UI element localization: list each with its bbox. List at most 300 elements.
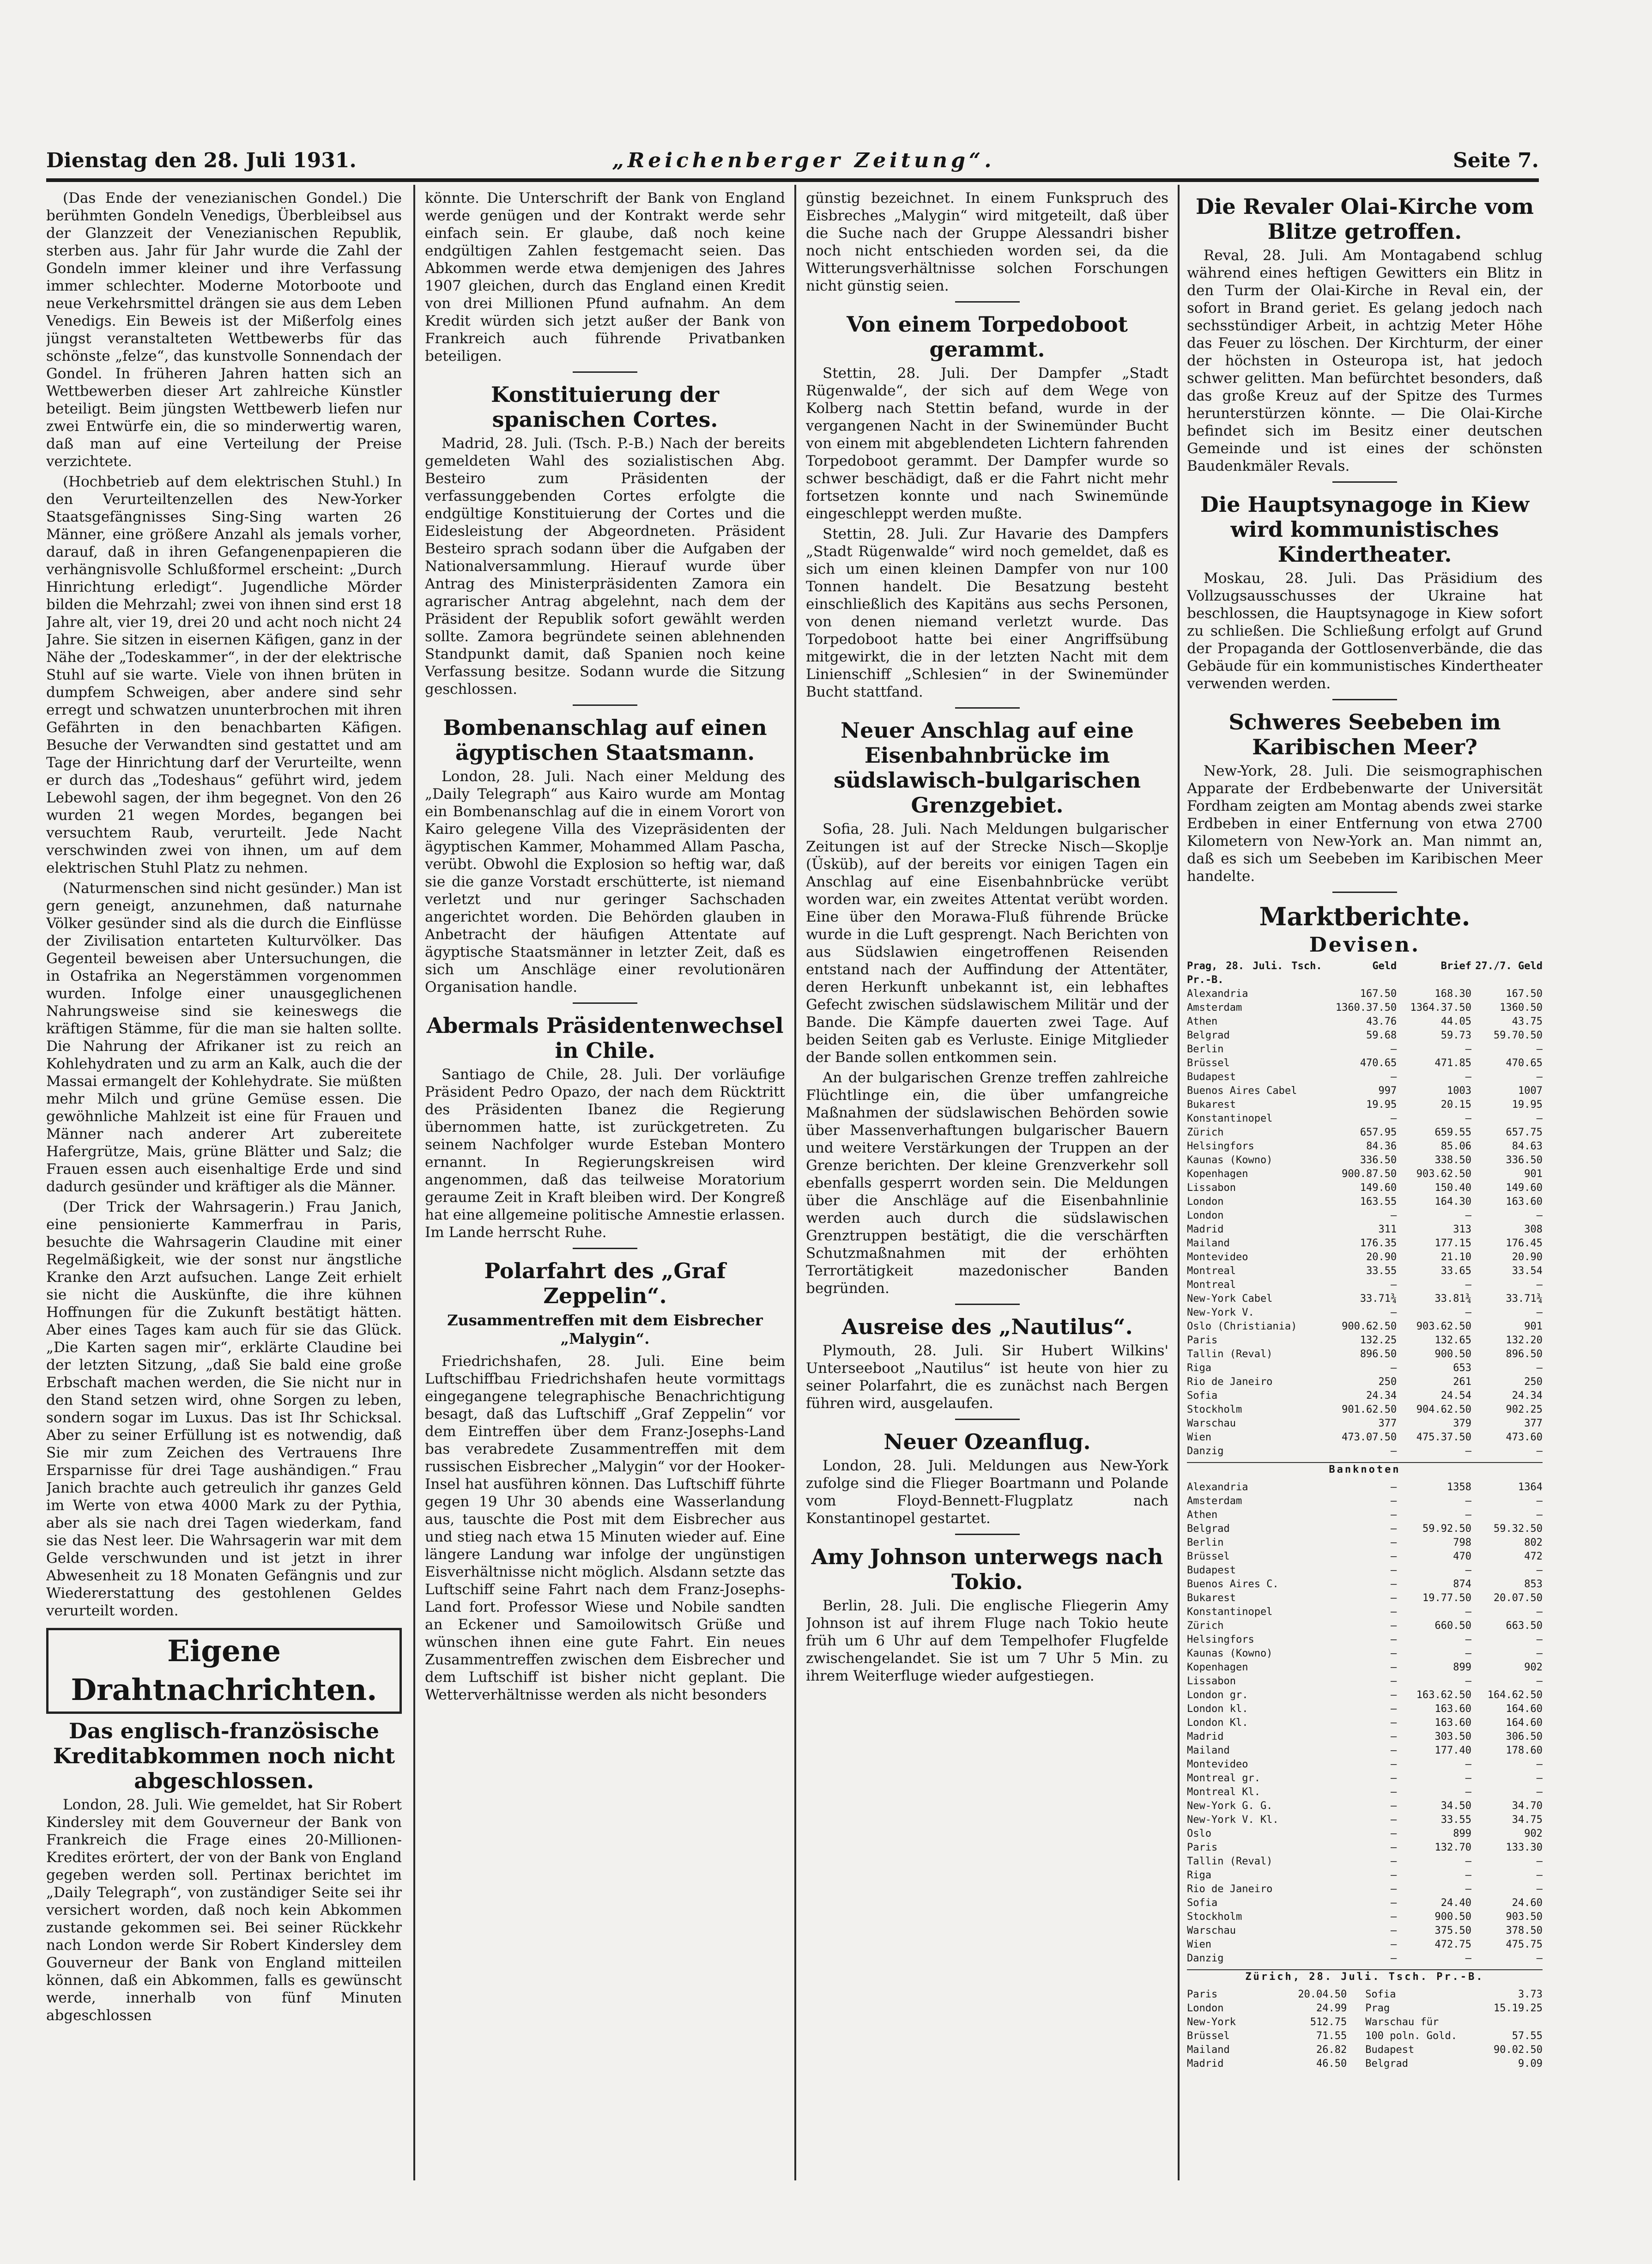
table-cell: Wien (1187, 1939, 1211, 1950)
table-cell: 20.15 (1440, 1099, 1471, 1111)
table-cell: 472.75 (1434, 1939, 1471, 1950)
table-cell: 33.55 (1366, 1265, 1397, 1277)
table-cell: Belgrad (1365, 2058, 1408, 2070)
table-cell: — (1391, 1800, 1397, 1812)
table-cell: 164.30 (1434, 1196, 1471, 1208)
table-cell: 24.60 (1512, 1897, 1543, 1909)
table-cell: 33.54 (1512, 1265, 1543, 1277)
table-cell: Riga (1187, 1869, 1211, 1881)
table-cell: 149.60 (1506, 1182, 1543, 1194)
devisen-title: Devisen. (1309, 933, 1421, 957)
table-cell: — (1391, 1856, 1397, 1867)
table-row (1187, 1578, 1543, 1591)
zurich-rows (1187, 1988, 1543, 2071)
table-cell: 657.75 (1506, 1127, 1543, 1138)
table-cell: — (1536, 1772, 1543, 1784)
table-cell: Athen (1187, 1016, 1218, 1027)
headline-cortes: Konstituierung der spanischen Cortes. (490, 382, 720, 432)
table-cell: 379 (1453, 1418, 1471, 1429)
article-olai-kirche: Reval, 28. Juli. Am Montagabend schlug während eines heftigen Gewitters ein Blitz in den Turm der Olai-Kirche in Reval ein, der sofort in Brand geriet. Es gelang jedoch nach sechsstündiger Arbeit, in achtzig Meter Höhe das Feuer zu löschen. Der Kirchturm, der einer der höchsten in Osteuropa ist, hat jedoch schwer gelitten. Man befürchtet besonders, daß das große Kreuz auf der Spitze des Turmes herunterstürzen könnte. — Die Olai-Kirche befindet sich im Besitz einer deutschen Gemeinde und ist eines der schönsten Baudenkmäler Revals. (1187, 247, 1543, 474)
table-cell: 34.50 (1440, 1800, 1471, 1812)
table-cell: — (1391, 1745, 1397, 1756)
table-cell: 176.45 (1506, 1238, 1543, 1249)
table-row (1187, 2029, 1543, 2043)
column-4 (1187, 189, 1543, 2185)
table-row (1187, 1536, 1543, 1550)
table-cell: 167.50 (1360, 988, 1397, 1000)
article-zeppelin: Friedrichshafen, 28. Juli. Eine beim Luftschiffbau Friedrichshafen heute vormittags eingegangene telegraphische Benachrichtigung besagt, daß das Luftschiff „Graf Zeppelin“ vor dem Eintreffen über dem Franz-Josephs-Land bas verabredete Zusammentreffen mit dem russischen Eisbrecher „Malygin“ vor der Hooker-Insel hat ausführen können. Das Luftschiff führte gegen 19 Uhr 30 abends eine Wasserlandung aus, tauschte die Post mit dem Eisbrecher aus und stieg nach etwa 15 Minuten wieder auf. Eine längere Landung war infolge der ungünstigen Eisverhältnisse nicht möglich. Alsdann setzte das Luftschiff seine Fahrt nach dem Franz-Josephs-Land fort. Professor Wiese und Nobile sandten an Eckener und Samoilowitsch Grüße und wünschen ihnen eine gute Fahrt. Ein neues Zusammentreffen zwischen dem Eisbrecher und dem Luftschiff ist bisher nicht geplant. Die Wetterverhältnisse werden als nicht besonders (425, 1353, 785, 1703)
table-cell: 250 (1378, 1376, 1397, 1388)
table-cell: Riga (1187, 1362, 1211, 1374)
table-cell: — (1391, 1772, 1397, 1784)
table-cell: — (1391, 1814, 1397, 1826)
table-row (1187, 1098, 1543, 1112)
table-cell: Kaunas (Kowno) (1187, 1154, 1273, 1166)
table-cell: 46.50 (1316, 2058, 1347, 2070)
table-cell: 163.60 (1434, 1703, 1471, 1715)
table-cell: — (1465, 1279, 1471, 1291)
table-cell: 71.55 (1316, 2030, 1347, 2042)
market-table (1187, 959, 1543, 2071)
table-cell: Kaunas (Kowno) (1187, 1648, 1273, 1659)
table-cell: — (1465, 1565, 1471, 1576)
table-row (1187, 1633, 1543, 1647)
table-cell: — (1391, 1883, 1397, 1895)
table-cell: Belgrad (1187, 1523, 1230, 1535)
table-cell: 132.20 (1506, 1335, 1543, 1346)
column-rule-1 (413, 185, 415, 2180)
table-cell: — (1536, 1495, 1543, 1507)
table-cell: 899 (1453, 1662, 1471, 1673)
table-row (1187, 1264, 1543, 1278)
table-row (1187, 1417, 1543, 1431)
table-cell: Montevideo (1187, 1759, 1248, 1770)
separator (1332, 481, 1397, 483)
table-row (1187, 1675, 1543, 1688)
table-cell: New-York V. Kl. (1187, 1814, 1279, 1826)
table-cell: 24.34 (1366, 1390, 1397, 1402)
table-cell: 20.90 (1366, 1251, 1397, 1263)
separator (955, 1534, 1020, 1535)
table-cell: New-York V. (1187, 1307, 1254, 1318)
table-cell: Madrid (1187, 1224, 1224, 1235)
subheadline-zeppelin: Zusammentreffen mit dem Eisbrecher „Malygin“. (447, 1311, 763, 1347)
table-cell: Mailand (1187, 1238, 1230, 1249)
header-rule (46, 178, 1539, 182)
article-chile: Santiago de Chile, 28. Juli. Der vorläufige Präsident Pedro Opazo, der nach dem Rücktritt des Präsidenten Ibanez die Regierung übernommen hatte, ist zurückgetreten. Zu seinem Nachfolger wurde Esteban Montero ernannt. In Regierungskreisen wird angenommen, daß das teilweise Moratorium geraume Zeit in Kraft bleiben wird. Der Kongreß hat eine allgemeine politische Amnestie erlassen. Im Lande herrscht Ruhe. (425, 1066, 785, 1241)
table-row (1187, 1278, 1543, 1292)
table-row (1187, 1334, 1543, 1347)
table-cell: 33.71¾ (1360, 1293, 1397, 1305)
table-row (1187, 2057, 1543, 2071)
table-cell: 59.92.50 (1422, 1523, 1471, 1535)
table-cell: — (1536, 1565, 1543, 1576)
table-cell: 338.50 (1434, 1154, 1471, 1166)
table-cell: 84.63 (1512, 1141, 1543, 1152)
table-cell: — (1536, 1675, 1543, 1687)
separator (955, 1304, 1020, 1305)
table-cell: 308 (1524, 1224, 1543, 1235)
table-cell: 132.70 (1434, 1842, 1471, 1853)
table-cell: 177.40 (1434, 1745, 1471, 1756)
table-cell: Alexandria (1187, 1481, 1248, 1493)
table-cell: 24.54 (1440, 1390, 1471, 1402)
table-cell: 475.75 (1506, 1939, 1543, 1950)
article-eisenbahnbruecke-1: Sofia, 28. Juli. Nach Meldungen bulgarischer Zeitungen ist auf der Strecke Nisch—Skoplje (Üsküb), auf der bereits vor einigen Tagen ein Anschlag auf eine Eisenbahnbrücke verübt worden war, ein zweites Attentat verübt worden. Eine über den Morawa-Fluß führende Brücke wurde in die Luft gesprengt. Nach Berichten von aus Südslawien eingetroffenen Reisenden entstand nach der Auffindung der Attentäter, deren Herkunft unbekannt ist, ein lebhaftes Gefecht zwischen südslawischem Militär und der Bande. Die Kämpfe dauerten zwei Tage. Auf beiden Seiten gab es Verluste. Einige Mitglieder der Bande sollen entkommen sein. (806, 821, 1168, 1066)
table-row (1187, 1591, 1543, 1605)
table-row (1187, 1056, 1543, 1070)
table-cell: Montreal gr. (1187, 1772, 1260, 1784)
table-cell: — (1391, 1509, 1397, 1521)
table-row (1187, 1702, 1543, 1716)
table-cell: — (1536, 1856, 1543, 1867)
table-cell: — (1465, 1071, 1471, 1083)
table-cell: Lissabon (1187, 1675, 1236, 1687)
table-row (1187, 1688, 1543, 1702)
table-cell: 149.60 (1360, 1182, 1397, 1194)
table-row (1187, 1730, 1543, 1744)
table-cell: — (1465, 1509, 1471, 1521)
table-cell: 19.95 (1366, 1099, 1397, 1111)
table-head-source: Prag, 28. Juli. Tsch. Pr.-B. (1187, 960, 1322, 986)
column-rule-2 (794, 185, 796, 2180)
table-cell: Helsingfors (1187, 1141, 1254, 1152)
headline-olai-kirche: Die Revaler Olai-Kirche vom Blitze getroffen. (1195, 194, 1534, 244)
table-cell: — (1391, 1620, 1397, 1632)
table-cell: Rio de Janeiro (1187, 1376, 1273, 1388)
table-row (1187, 1550, 1543, 1564)
table-cell: 34.75 (1512, 1814, 1543, 1826)
table-cell: Budapest (1187, 1071, 1236, 1083)
table-cell: 44.05 (1440, 1016, 1471, 1027)
table-row (1187, 1661, 1543, 1675)
table-cell: — (1536, 1648, 1543, 1659)
table-cell: — (1391, 1939, 1397, 1950)
table-cell: New-York (1187, 2016, 1236, 2028)
table-cell: 1360.37.50 (1335, 1002, 1397, 1014)
table-cell: — (1465, 1606, 1471, 1618)
table-cell: 902 (1524, 1662, 1543, 1673)
table-row (1187, 1167, 1543, 1181)
banknoten-rows (1187, 1481, 1543, 1966)
table-cell: 473.60 (1506, 1432, 1543, 1443)
table-cell: 336.50 (1506, 1154, 1543, 1166)
table-cell: 167.50 (1506, 988, 1543, 1000)
table-row (1187, 2015, 1543, 2029)
headline-ozeanflug: Neuer Ozeanflug. (883, 1429, 1091, 1454)
table-row (1187, 1772, 1543, 1785)
table-cell: Montreal Kl. (1187, 1786, 1260, 1798)
table-cell: Konstantinopel (1187, 1606, 1273, 1618)
table-cell: Helsingfors (1187, 1634, 1254, 1645)
table-cell: — (1536, 1044, 1543, 1055)
separator (573, 1248, 637, 1249)
table-row (1187, 1647, 1543, 1661)
table-row (1187, 1209, 1543, 1223)
table-cell: Prag (1365, 2003, 1390, 2014)
separator (1332, 892, 1397, 893)
table-cell: 133.30 (1506, 1842, 1543, 1853)
table-cell: — (1465, 1772, 1471, 1784)
devisen-rows (1187, 987, 1543, 1458)
table-cell: 163.55 (1360, 1196, 1397, 1208)
table-row (1187, 1181, 1543, 1195)
table-cell: 33.71¾ (1506, 1293, 1543, 1305)
table-cell: 20.07.50 (1494, 1592, 1543, 1604)
table-cell: Zürich (1187, 1620, 1224, 1632)
table-cell: — (1391, 1634, 1397, 1645)
table-cell: Zürich (1187, 1127, 1224, 1138)
table-cell: — (1391, 1495, 1397, 1507)
table-cell: 1364 (1518, 1481, 1543, 1493)
article-zeppelin-cont: günstig bezeichnet. In einem Funkspruch des Eisbreches „Malygin“ wird mitgeteilt, daß über die Suche nach der Gruppe Alessandri bisher noch nicht entschieden worden sei, da die Witterungsverhältnisse solchen Forschungen nicht günstig seien. (806, 190, 1168, 294)
table-cell: 1003 (1447, 1085, 1471, 1097)
table-row (1187, 1952, 1543, 1966)
table-cell: — (1391, 1675, 1397, 1687)
table-row (1187, 1619, 1543, 1633)
table-cell: 132.25 (1360, 1335, 1397, 1346)
table-cell: Mailand (1187, 2044, 1230, 2056)
table-cell: Konstantinopel (1187, 1113, 1273, 1124)
table-row (1187, 1841, 1543, 1855)
table-cell: 663.50 (1506, 1620, 1543, 1632)
table-cell: 874 (1453, 1578, 1471, 1590)
table-cell: — (1391, 1662, 1397, 1673)
table-cell: 1364.37.50 (1410, 1002, 1471, 1014)
table-cell: 3.73 (1518, 1989, 1543, 2000)
table-cell: 150.40 (1434, 1182, 1471, 1194)
headline-bombenanschlag: Bombenanschlag auf einen ägyptischen Staatsmann. (443, 715, 767, 765)
table-cell: 59.70.50 (1494, 1030, 1543, 1041)
table-cell: — (1536, 1279, 1543, 1291)
table-cell: — (1391, 1307, 1397, 1318)
article-nautilus: Plymouth, 28. Juli. Sir Hubert Wilkins' Unterseeboot „Nautilus“ ist heute von hier zu seiner Polarfahrt, die es zunächst nach Bergen führen wird, ausgelaufen. (806, 1342, 1168, 1412)
headline-nautilus: Ausreise des „Nautilus“. (841, 1314, 1133, 1339)
separator (573, 371, 637, 373)
table-row (1187, 1882, 1543, 1896)
table-cell: 470.65 (1506, 1057, 1543, 1069)
article-seebeben: New-York, 28. Juli. Die seismographischen Apparate der Erdbebenwarte der Universität Fordham zeigten am Montag abends zwei starke Erdbeben in einer Entfernung von etwa 2700 Kilometern von New-York an. Man nimmt an, daß es sich um Seebeben im Karibischen Meer handelte. (1187, 763, 1543, 885)
table-row (1187, 1494, 1543, 1508)
article-gondeln: (Das Ende der venezianischen Gondel.) Die berühmten Gondeln Venedigs, Überbleibsel aus der Glanzzeit der Venezianischen Republik, sterben aus. Jahr für Jahr wurde die Zahl der Gondeln immer kleiner und ihre Verfassung immer schlechter. Moderne Motorboote und neue Verkehrsmittel drängen sie aus dem Leben Venedigs. Ein Beweis ist der Mißerfolg eines jüngst veranstalteten Wettbewerbs für das schönste „felze“, das kunstvolle Sonnendach der Gondel. In früheren Jahren hatten sich an Wettbewerben dieser Art zahlreiche Künstler beteiligt. Beim jüngsten Wettbewerb liefen nur zwei Entwürfe ein, die so minderwertig waren, daß man auf eine Verteilung der Preise verzichtete. (46, 190, 402, 470)
table-cell: London (1187, 1196, 1224, 1208)
table-row (1187, 1403, 1543, 1417)
table-cell: 900.50 (1434, 1348, 1471, 1360)
table-cell: — (1391, 1786, 1397, 1798)
table-cell: — (1465, 1307, 1471, 1318)
table-cell: — (1391, 1537, 1397, 1548)
table-cell: — (1391, 1925, 1397, 1936)
table-cell: Brüssel (1187, 1551, 1230, 1562)
table-cell: Warschau (1187, 1418, 1236, 1429)
table-cell: Amsterdam (1187, 1495, 1242, 1507)
article-ozeanflug: London, 28. Juli. Meldungen aus New-York zufolge sind die Flieger Boartmann und Polande vom Floyd-Bennett-Flugplatz nach Konstantinopel gestartet. (806, 1457, 1168, 1527)
table-cell: 901.62.50 (1342, 1404, 1397, 1415)
table-cell: 903.62.50 (1416, 1168, 1471, 1180)
table-cell: 90.02.50 (1494, 2044, 1543, 2056)
table-cell: 33.55 (1440, 1814, 1471, 1826)
table-row (1187, 1564, 1543, 1578)
table-cell: 473.07.50 (1342, 1432, 1397, 1443)
table-cell: Wien (1187, 1432, 1211, 1443)
table-cell: 899 (1453, 1828, 1471, 1839)
table-cell: Paris (1187, 1989, 1218, 2000)
table-cell: Bukarest (1187, 1099, 1236, 1111)
table-cell: 20.04.50 (1298, 1989, 1347, 2000)
table-cell: — (1536, 1362, 1543, 1374)
table-cell: Sofia (1365, 1989, 1396, 2000)
table-cell: 475.37.50 (1416, 1432, 1471, 1443)
table-cell: — (1391, 1911, 1397, 1923)
table-row (1187, 1869, 1543, 1882)
table-cell: 904.62.50 (1416, 1404, 1471, 1415)
table-cell: 164.60 (1506, 1703, 1543, 1715)
table-cell: 900.50 (1434, 1911, 1471, 1923)
table-cell: 470.65 (1360, 1057, 1397, 1069)
table-cell: 653 (1453, 1362, 1471, 1374)
section-heading-drahtnachrichten: Eigene Drahtnachrichten. (46, 1628, 402, 1714)
table-row (1187, 1043, 1543, 1056)
table-cell: Oslo (1187, 1828, 1211, 1839)
table-row (1187, 1855, 1543, 1869)
table-cell: 26.82 (1316, 2044, 1347, 2056)
table-cell: — (1391, 1897, 1397, 1909)
table-row (1187, 1744, 1543, 1758)
table-cell: 512.75 (1310, 2016, 1347, 2028)
article-kredit-cont: könnte. Die Unterschrift der Bank von England werde genügen und der Kontrakt werde sehr einfach sein. Er glaube, daß noch keine endgültigen Zahlen festgemacht seien. Das Abkommen werde etwa demjenigen des Jahres 1907 gleichen, durch das England einen Kredit von drei Millionen Pfund aufnahm. An dem Kredit würden sich jetzt außer der Bank von Frankreich auch führende Privatbanken beteiligen. (425, 190, 785, 364)
table-cell: — (1536, 1759, 1543, 1770)
table-cell: Budapest (1365, 2044, 1415, 2056)
article-kreditabkommen: London, 28. Juli. Wie gemeldet, hat Sir Robert Kindersley mit dem Gouverneur der Bank von Frankreich die Frage eines 20-Millionen-Kredites erörtert, der von der Bank von England gegeben werden soll. Pertinax berichtet im „Daily Telegraph“, von zuständiger Seite sei ihr versichert worden, daß noch kein Abkommen zustande gekommen sei. Bei seiner Rückkehr nach London werde Sir Robert Kindersley dem Gouverneur der Bank von England mitteilen können, daß ein Abkommen, falls es gewünscht werde, innerhalb von fünf Minuten abgeschlossen (46, 1797, 402, 2024)
table-row (1187, 1237, 1543, 1250)
table-cell: 378.50 (1506, 1925, 1543, 1936)
table-cell: Madrid (1187, 1731, 1224, 1742)
header-paper-name: „Reichenberger Zeitung“. (612, 149, 995, 172)
table-cell: — (1391, 1828, 1397, 1839)
table-cell: Berlin (1187, 1537, 1224, 1548)
table-cell: — (1391, 1606, 1397, 1618)
table-cell: Paris (1187, 1335, 1218, 1346)
table-cell: Buenos Aires Cabel (1187, 1085, 1297, 1097)
table-cell: — (1536, 1606, 1543, 1618)
article-amy-johnson: Berlin, 28. Juli. Die englische Fliegerin Amy Johnson ist auf ihrem Fluge nach Tokio heute früh um 6 Uhr auf dem Tempelhofer Flugfelde zwischengelandet. Sie ist um 7 Uhr 5 Min. zu ihrem Weiterfluge wieder aufgestiegen. (806, 1597, 1168, 1684)
table-cell: 85.06 (1440, 1141, 1471, 1152)
table-cell: Warschau (1187, 1925, 1236, 1936)
table-cell: — (1391, 1689, 1397, 1701)
table-row (1187, 1140, 1543, 1153)
table-cell: — (1391, 1842, 1397, 1853)
table-cell: — (1391, 1210, 1397, 1221)
table-row (1187, 1508, 1543, 1522)
table-cell: — (1465, 1634, 1471, 1645)
table-head-geld: Geld (1372, 960, 1397, 972)
table-cell: New-York G. G. (1187, 1800, 1273, 1812)
table-cell: — (1536, 1071, 1543, 1083)
table-row (1187, 1716, 1543, 1730)
table-cell: 19.95 (1512, 1099, 1543, 1111)
table-cell: Berlin (1187, 1044, 1224, 1055)
table-cell: 20.90 (1512, 1251, 1543, 1263)
table-cell: Brüssel (1187, 2030, 1230, 2042)
table-cell: 132.65 (1434, 1335, 1471, 1346)
table-cell: — (1465, 1495, 1471, 1507)
table-cell: 164.62.50 (1487, 1689, 1543, 1701)
market-reports-title: Marktberichte. (1259, 902, 1470, 931)
table-row (1187, 1896, 1543, 1910)
table-row (1187, 1361, 1543, 1375)
table-cell: Montreal (1187, 1265, 1236, 1277)
table-cell: London gr. (1187, 1689, 1248, 1701)
table-cell: 336.50 (1360, 1154, 1397, 1166)
table-cell: — (1536, 1883, 1543, 1895)
table-row (1187, 2043, 1543, 2057)
table-cell: Belgrad (1187, 1030, 1230, 1041)
table-cell: — (1536, 1869, 1543, 1881)
table-row (1187, 1001, 1543, 1015)
table-cell: London Kl. (1187, 1717, 1248, 1729)
table-row (1187, 1988, 1543, 2002)
table-row (1187, 1827, 1543, 1841)
table-cell: — (1536, 1113, 1543, 1124)
table-cell: — (1536, 1509, 1543, 1521)
table-cell (1478, 2015, 1543, 2029)
table-cell: Tallin (Reval) (1187, 1856, 1273, 1867)
table-cell: — (1536, 1445, 1543, 1457)
table-cell: 176.35 (1360, 1238, 1397, 1249)
table-cell: — (1465, 1044, 1471, 1055)
table-head-brief: Brief (1440, 960, 1471, 972)
headline-torpedoboot: Von einem Torpedoboot gerammt. (847, 312, 1128, 362)
table-cell: 163.62.50 (1416, 1689, 1471, 1701)
headline-kreditabkommen: Das englisch-französische Kreditabkommen noch nicht abgeschlossen. (53, 1718, 395, 1793)
table-cell: — (1391, 1953, 1397, 1964)
table-cell: Stockholm (1187, 1404, 1242, 1415)
table-cell: 311 (1378, 1224, 1397, 1235)
table-cell: 1360.50 (1500, 1002, 1543, 1014)
table-cell: — (1391, 1113, 1397, 1124)
table-row (1187, 1910, 1543, 1924)
table-cell: 9.09 (1518, 2058, 1543, 2070)
table-cell: — (1391, 1044, 1397, 1055)
table-cell: 59.32.50 (1494, 1523, 1543, 1535)
table-cell: — (1391, 1648, 1397, 1659)
table-cell: Alexandria (1187, 988, 1248, 1000)
table-cell: 19.77.50 (1422, 1592, 1471, 1604)
page-header (46, 149, 1539, 178)
table-cell: — (1391, 1731, 1397, 1742)
table-cell: — (1536, 1634, 1543, 1645)
table-row (1187, 1112, 1543, 1126)
table-cell: 660.50 (1434, 1620, 1471, 1632)
separator (573, 704, 637, 706)
table-cell: — (1465, 1445, 1471, 1457)
table-cell: 261 (1453, 1376, 1471, 1388)
article-bombenanschlag: London, 28. Juli. Nach einer Meldung des „Daily Telegraph“ aus Kairo wurde am Montag ein Bombenanschlag auf die in einem Vorort von Kairo gelegene Villa des Vizepräsidenten der ägyptischen Kammer, Mohammed Allam Pascha, verübt. Obwohl die Explosion so heftig war, daß sie die ganze Vorstadt erschütterte, ist niemand verletzt und nur geringer Sachschaden angerichtet worden. Die Behörden glauben in Anbetracht der häufigen Attentate auf ägyptische Staatsmänner in letzter Zeit, daß es sich um Anschläge einer revolutionären Organisation handle. (425, 768, 785, 995)
table-cell: — (1391, 1481, 1397, 1493)
table-cell: 377 (1524, 1418, 1543, 1429)
table-cell: 903.62.50 (1416, 1321, 1471, 1332)
table-cell: 802 (1524, 1537, 1543, 1548)
headline-amy-johnson: Amy Johnson unterwegs nach Tokio. (811, 1544, 1163, 1594)
table-cell: 470 (1453, 1551, 1471, 1562)
table-row (1187, 1445, 1543, 1458)
column-1 (46, 189, 402, 2185)
table-row (1187, 1306, 1543, 1320)
article-cortes: Madrid, 28. Juli. (Tsch. P.-B.) Nach der bereits gemeldeten Wahl des sozialistischen Abg. Besteiro zum Präsidenten der verfassunggebenden Cortes erfolgte die endgültige Konstituierung der Cortes und die Eidesleistung der Abgeordneten. Präsident Besteiro sprach sodann über die Aufgaben der Nationalversammlung. Hierauf wurde über Antrag des Ministerpräsidenten Zamora ein agrarischer Antrag abgelehnt, nach dem der Präsident der Republik sofort gewählt werden sollte. Zamora begründete seinen ablehnenden Standpunkt damit, daß Spanien noch keine Verfassung besitze. Sodann wurde die Sitzung geschlossen. (425, 435, 785, 698)
table-cell: — (1391, 1592, 1397, 1604)
table-cell: 901 (1524, 1168, 1543, 1180)
table-cell: 164.60 (1506, 1717, 1543, 1729)
